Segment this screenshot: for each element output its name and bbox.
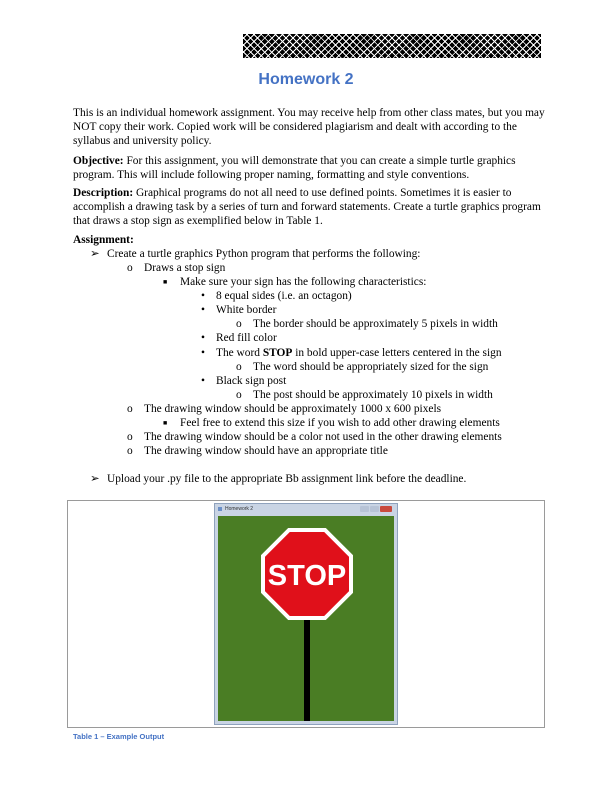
list-item: Make sure your sign has the following characteristics: [180, 276, 427, 288]
list-item: Upload your .py file to the appropriate Bb assignment link before the deadline. [107, 473, 467, 485]
description-paragraph [73, 186, 548, 228]
list-item [216, 346, 502, 360]
dot-bullet-icon: • [201, 290, 205, 302]
stop-sign-text: STOP [267, 560, 347, 592]
intro-paragraph: This is an individual homework assignment. You may receive help from other class mates, but you may NOT copy their work. Copied work will be considered plagiarism and dealt with according to the syllabus and university policy. [73, 107, 545, 147]
list-item: The post should be approximately 10 pixels in width [253, 389, 493, 401]
list-item: Red fill color [216, 332, 277, 344]
circle-bullet-icon: o [127, 403, 133, 415]
description-text: Graphical programs do not all need to use defined points. Sometimes it is easier to accomplish a drawing task by a series of turn and forward statements. Create a turtle graphics program that draws a stop sign as exemplified below in Table 1. [73, 187, 541, 227]
circle-bullet-icon: o [236, 389, 242, 401]
circle-bullet-icon: o [127, 262, 133, 274]
arrow-bullet-icon: ➢ [90, 473, 100, 485]
turtle-canvas [218, 516, 394, 721]
list-item: The drawing window should be a color not used in the other drawing elements [144, 431, 502, 443]
list-item: 8 equal sides (i.e. an octagon) [216, 290, 352, 302]
stop-word-suffix: in bold upper-case letters centered in the sign [292, 347, 502, 359]
list-item: The word should be appropriately sized for the sign [253, 361, 489, 373]
list-item: Draws a stop sign [144, 262, 226, 274]
list-item: White border [216, 304, 277, 316]
assignment-label: Assignment: [73, 234, 134, 246]
list-item: Black sign post [216, 375, 287, 387]
example-turtle-window [214, 503, 398, 725]
stop-word-bold: STOP [262, 347, 293, 359]
close-icon [380, 506, 392, 512]
square-bullet-icon: ■ [163, 419, 168, 427]
list-item: The border should be approximately 5 pixels in width [253, 318, 498, 330]
sign-post [304, 614, 310, 721]
minimize-icon [360, 506, 369, 512]
dot-bullet-icon: • [201, 375, 205, 387]
maximize-icon [370, 506, 379, 512]
header-pattern-band [243, 34, 541, 58]
dot-bullet-icon: • [201, 347, 205, 359]
table-caption: Table 1 – Example Output [73, 732, 165, 741]
arrow-bullet-icon: ➢ [90, 248, 100, 260]
circle-bullet-icon: o [127, 445, 133, 457]
window-title: Homework 2 [225, 506, 254, 512]
objective-paragraph [73, 154, 548, 182]
square-bullet-icon: ■ [163, 278, 168, 286]
dot-bullet-icon: • [201, 304, 205, 316]
circle-bullet-icon: o [236, 361, 242, 373]
list-item: Feel free to extend this size if you wish to add other drawing elements [180, 417, 500, 429]
page-title: Homework 2 [258, 71, 354, 88]
circle-bullet-icon: o [127, 431, 133, 443]
dot-bullet-icon: • [201, 332, 205, 344]
list-item: The drawing window should be approximately 1000 x 600 pixels [144, 403, 442, 415]
circle-bullet-icon: o [236, 318, 242, 330]
list-item: Create a turtle graphics Python program that performs the following: [107, 248, 421, 260]
list-item: The drawing window should have an appropriate title [144, 445, 388, 457]
objective-text: For this assignment, you will demonstrate that you can create a simple turtle graphics program. This will include following proper naming, formatting and style conventions. [73, 155, 516, 181]
objective-label: Objective: [73, 155, 124, 167]
description-label: Description: [73, 187, 134, 199]
stop-word-prefix: The word [216, 347, 263, 359]
stop-sign-drawing [218, 516, 394, 721]
